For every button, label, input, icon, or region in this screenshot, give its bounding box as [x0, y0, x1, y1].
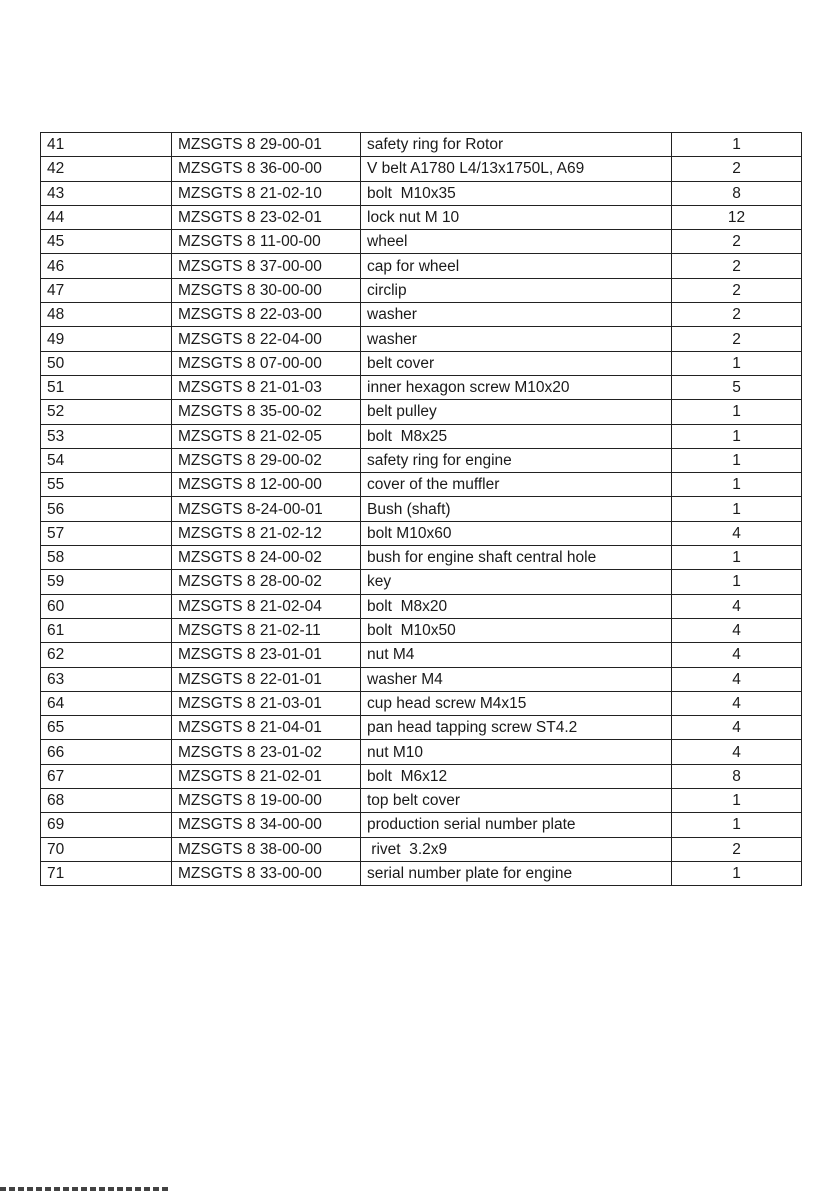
part-quantity-cell: 4	[672, 740, 802, 764]
part-description-cell: bolt M6x12	[361, 764, 672, 788]
part-number-cell: 44	[41, 205, 172, 229]
part-code-cell: MZSGTS 8 29-00-01	[172, 133, 361, 157]
part-number-cell: 53	[41, 424, 172, 448]
part-number-cell: 66	[41, 740, 172, 764]
part-description-cell: nut M4	[361, 643, 672, 667]
table-row	[41, 716, 802, 740]
part-quantity-cell: 2	[672, 254, 802, 278]
table-row	[41, 133, 802, 157]
part-quantity-cell: 5	[672, 375, 802, 399]
part-number-cell: 55	[41, 473, 172, 497]
part-code-cell: MZSGTS 8 19-00-00	[172, 789, 361, 813]
cropped-footer-text-fragment	[0, 1183, 175, 1192]
table-row	[41, 351, 802, 375]
part-number-cell: 51	[41, 375, 172, 399]
part-code-cell: MZSGTS 8 22-01-01	[172, 667, 361, 691]
part-description-cell: bush for engine shaft central hole	[361, 546, 672, 570]
part-quantity-cell: 1	[672, 448, 802, 472]
part-quantity-cell: 4	[672, 594, 802, 618]
part-number-cell: 41	[41, 133, 172, 157]
part-description-cell: cup head screw M4x15	[361, 691, 672, 715]
part-number-cell: 52	[41, 400, 172, 424]
part-code-cell: MZSGTS 8 24-00-02	[172, 546, 361, 570]
table-row	[41, 618, 802, 642]
part-description-cell: nut M10	[361, 740, 672, 764]
part-number-cell: 62	[41, 643, 172, 667]
part-quantity-cell: 4	[672, 643, 802, 667]
part-description-cell: bolt M8x25	[361, 424, 672, 448]
part-description-cell: pan head tapping screw ST4.2	[361, 716, 672, 740]
part-code-cell: MZSGTS 8 21-01-03	[172, 375, 361, 399]
part-code-cell: MZSGTS 8 28-00-02	[172, 570, 361, 594]
part-code-cell: MZSGTS 8 23-01-02	[172, 740, 361, 764]
table-row	[41, 254, 802, 278]
part-quantity-cell: 4	[672, 618, 802, 642]
part-description-cell: washer	[361, 303, 672, 327]
part-description-cell: rivet 3.2x9	[361, 837, 672, 861]
part-code-cell: MZSGTS 8 07-00-00	[172, 351, 361, 375]
part-code-cell: MZSGTS 8-24-00-01	[172, 497, 361, 521]
part-description-cell: production serial number plate	[361, 813, 672, 837]
part-code-cell: MZSGTS 8 21-03-01	[172, 691, 361, 715]
part-number-cell: 60	[41, 594, 172, 618]
part-number-cell: 63	[41, 667, 172, 691]
table-row	[41, 789, 802, 813]
part-code-cell: MZSGTS 8 12-00-00	[172, 473, 361, 497]
part-code-cell: MZSGTS 8 36-00-00	[172, 157, 361, 181]
part-description-cell: bolt M8x20	[361, 594, 672, 618]
part-number-cell: 58	[41, 546, 172, 570]
part-quantity-cell: 1	[672, 813, 802, 837]
part-number-cell: 57	[41, 521, 172, 545]
table-row	[41, 278, 802, 302]
part-number-cell: 50	[41, 351, 172, 375]
part-number-cell: 68	[41, 789, 172, 813]
part-number-cell: 70	[41, 837, 172, 861]
part-code-cell: MZSGTS 8 21-02-04	[172, 594, 361, 618]
part-description-cell: safety ring for engine	[361, 448, 672, 472]
part-description-cell: Bush (shaft)	[361, 497, 672, 521]
part-quantity-cell: 2	[672, 327, 802, 351]
part-quantity-cell: 1	[672, 133, 802, 157]
part-description-cell: belt cover	[361, 351, 672, 375]
parts-list-body	[41, 133, 802, 886]
part-number-cell: 65	[41, 716, 172, 740]
part-number-cell: 56	[41, 497, 172, 521]
part-number-cell: 69	[41, 813, 172, 837]
table-row	[41, 497, 802, 521]
table-row	[41, 594, 802, 618]
table-row	[41, 181, 802, 205]
part-number-cell: 61	[41, 618, 172, 642]
table-row	[41, 837, 802, 861]
table-row	[41, 570, 802, 594]
part-description-cell: top belt cover	[361, 789, 672, 813]
part-code-cell: MZSGTS 8 38-00-00	[172, 837, 361, 861]
part-number-cell: 71	[41, 861, 172, 885]
part-quantity-cell: 2	[672, 157, 802, 181]
part-quantity-cell: 1	[672, 861, 802, 885]
part-description-cell: cap for wheel	[361, 254, 672, 278]
part-quantity-cell: 1	[672, 424, 802, 448]
part-quantity-cell: 2	[672, 837, 802, 861]
part-description-cell: safety ring for Rotor	[361, 133, 672, 157]
table-row	[41, 691, 802, 715]
part-code-cell: MZSGTS 8 21-02-10	[172, 181, 361, 205]
part-quantity-cell: 4	[672, 521, 802, 545]
part-number-cell: 47	[41, 278, 172, 302]
part-description-cell: lock nut M 10	[361, 205, 672, 229]
table-row	[41, 521, 802, 545]
part-quantity-cell: 2	[672, 303, 802, 327]
part-quantity-cell: 2	[672, 230, 802, 254]
part-description-cell: serial number plate for engine	[361, 861, 672, 885]
part-description-cell: washer	[361, 327, 672, 351]
table-row	[41, 448, 802, 472]
part-quantity-cell: 1	[672, 400, 802, 424]
part-code-cell: MZSGTS 8 11-00-00	[172, 230, 361, 254]
part-number-cell: 48	[41, 303, 172, 327]
part-quantity-cell: 4	[672, 716, 802, 740]
table-row	[41, 667, 802, 691]
table-row	[41, 303, 802, 327]
part-quantity-cell: 4	[672, 667, 802, 691]
part-description-cell: inner hexagon screw M10x20	[361, 375, 672, 399]
part-number-cell: 54	[41, 448, 172, 472]
part-description-cell: bolt M10x50	[361, 618, 672, 642]
part-code-cell: MZSGTS 8 21-02-12	[172, 521, 361, 545]
part-code-cell: MZSGTS 8 21-04-01	[172, 716, 361, 740]
table-row	[41, 375, 802, 399]
part-quantity-cell: 4	[672, 691, 802, 715]
part-number-cell: 46	[41, 254, 172, 278]
part-code-cell: MZSGTS 8 23-01-01	[172, 643, 361, 667]
part-code-cell: MZSGTS 8 21-02-11	[172, 618, 361, 642]
part-quantity-cell: 12	[672, 205, 802, 229]
part-quantity-cell: 1	[672, 546, 802, 570]
part-code-cell: MZSGTS 8 21-02-01	[172, 764, 361, 788]
part-code-cell: MZSGTS 8 29-00-02	[172, 448, 361, 472]
part-quantity-cell: 1	[672, 497, 802, 521]
part-description-cell: bolt M10x35	[361, 181, 672, 205]
part-code-cell: MZSGTS 8 23-02-01	[172, 205, 361, 229]
table-row	[41, 157, 802, 181]
table-row	[41, 861, 802, 885]
table-row	[41, 643, 802, 667]
part-number-cell: 59	[41, 570, 172, 594]
part-number-cell: 43	[41, 181, 172, 205]
part-code-cell: MZSGTS 8 21-02-05	[172, 424, 361, 448]
part-code-cell: MZSGTS 8 22-04-00	[172, 327, 361, 351]
part-quantity-cell: 8	[672, 764, 802, 788]
part-description-cell: cover of the muffler	[361, 473, 672, 497]
part-description-cell: V belt A1780 L4/13x1750L, A69	[361, 157, 672, 181]
part-number-cell: 67	[41, 764, 172, 788]
part-code-cell: MZSGTS 8 22-03-00	[172, 303, 361, 327]
parts-list-table	[40, 132, 802, 886]
part-quantity-cell: 8	[672, 181, 802, 205]
table-row	[41, 473, 802, 497]
table-row	[41, 424, 802, 448]
part-code-cell: MZSGTS 8 33-00-00	[172, 861, 361, 885]
table-row	[41, 813, 802, 837]
table-row	[41, 764, 802, 788]
part-description-cell: belt pulley	[361, 400, 672, 424]
part-quantity-cell: 1	[672, 473, 802, 497]
part-description-cell: key	[361, 570, 672, 594]
part-number-cell: 45	[41, 230, 172, 254]
part-code-cell: MZSGTS 8 34-00-00	[172, 813, 361, 837]
part-quantity-cell: 2	[672, 278, 802, 302]
cropped-text-ink	[0, 1187, 170, 1191]
part-number-cell: 49	[41, 327, 172, 351]
table-row	[41, 546, 802, 570]
part-quantity-cell: 1	[672, 789, 802, 813]
part-quantity-cell: 1	[672, 570, 802, 594]
part-description-cell: wheel	[361, 230, 672, 254]
part-code-cell: MZSGTS 8 30-00-00	[172, 278, 361, 302]
table-row	[41, 400, 802, 424]
part-description-cell: circlip	[361, 278, 672, 302]
part-number-cell: 42	[41, 157, 172, 181]
part-description-cell: bolt M10x60	[361, 521, 672, 545]
part-code-cell: MZSGTS 8 37-00-00	[172, 254, 361, 278]
table-row	[41, 230, 802, 254]
part-quantity-cell: 1	[672, 351, 802, 375]
table-row	[41, 740, 802, 764]
table-row	[41, 327, 802, 351]
part-number-cell: 64	[41, 691, 172, 715]
table-row	[41, 205, 802, 229]
part-description-cell: washer M4	[361, 667, 672, 691]
part-code-cell: MZSGTS 8 35-00-02	[172, 400, 361, 424]
